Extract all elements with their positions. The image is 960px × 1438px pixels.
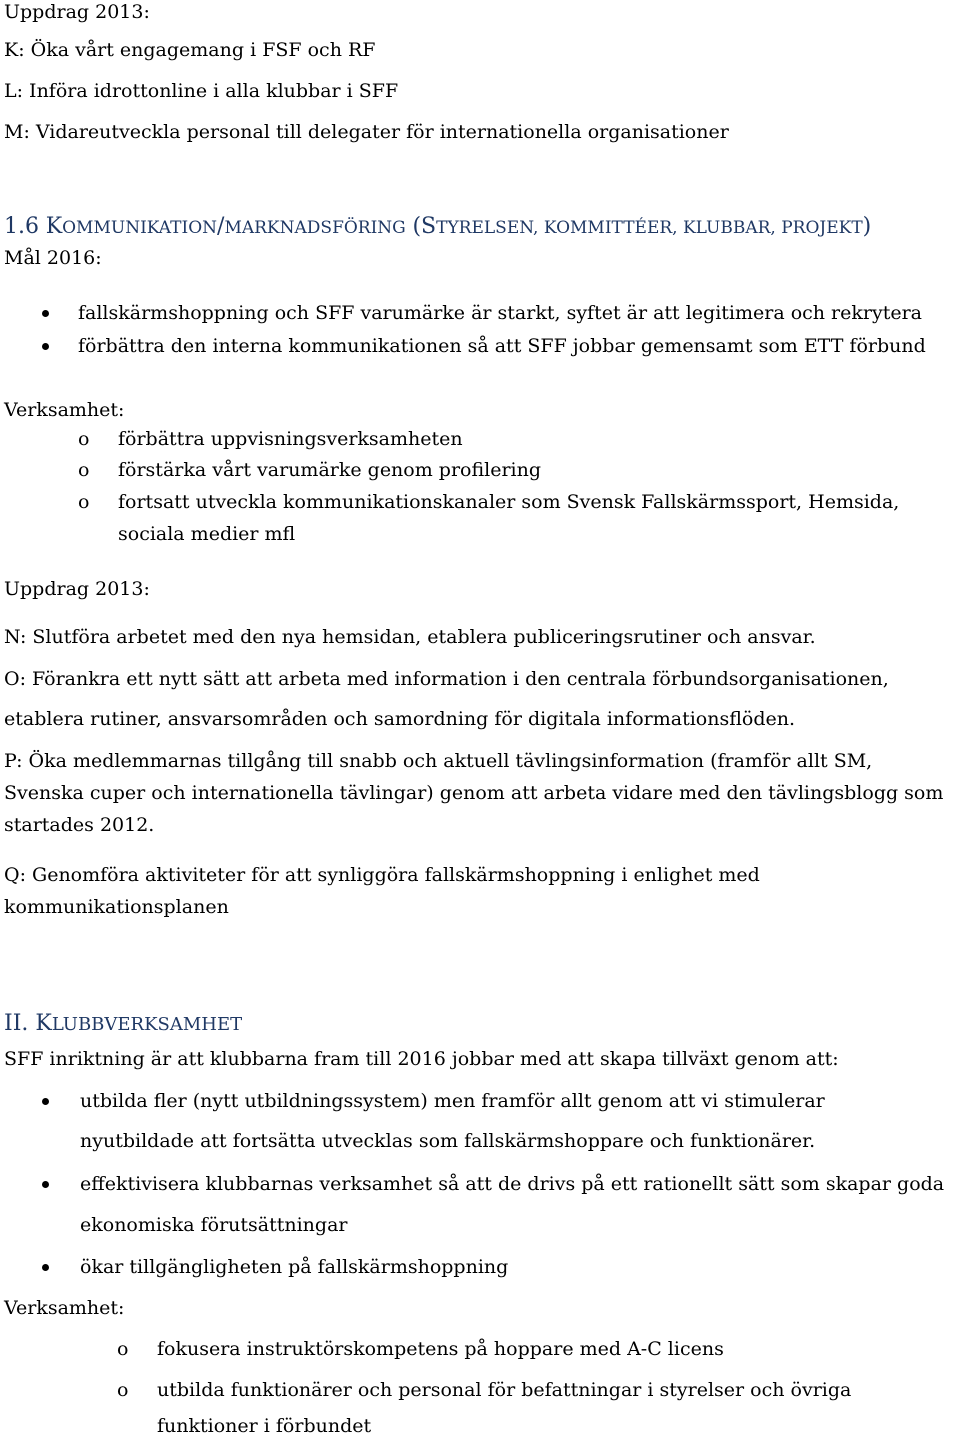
- goal-item: utbilda fler (nytt utbildningssystem) men framför allt genom att vi stimulerar: [80, 1090, 825, 1112]
- uppdrag-item-p-cont: Svenska cuper och internationella tävlingar) genom att arbeta vidare med den tävlingsblogg som: [4, 782, 944, 804]
- goal-item-continued: nyutbildade att fortsätta utvecklas som fallskärmshoppare och funktionärer.: [80, 1130, 816, 1152]
- activity-item: fokusera instruktörskompetens på hoppare med A-C licens: [157, 1338, 724, 1360]
- activity-label: Verksamhet:: [4, 1297, 125, 1319]
- goal-item: fallskärmshoppning och SFF varumärke är starkt, syftet är att legitimera och rekrytera: [78, 302, 923, 324]
- heading-slash: /: [217, 214, 225, 239]
- uppdrag-item-q: Q: Genomföra aktiviteter för att synliggöra fallskärmshoppning i enlighet med: [4, 864, 760, 886]
- goal-item-continued: ekonomiska förutsättningar: [80, 1214, 348, 1236]
- heading-part-2: MARKNADSFÖRING: [224, 218, 406, 238]
- heading-paren-close: ): [862, 214, 872, 239]
- uppdrag-item-l: L: Införa idrottonline i alla klubbar i SFF: [4, 80, 399, 102]
- uppdrag-item-m: M: Vidareutveckla personal till delegater för internationella organisationer: [4, 121, 729, 143]
- activity-label: Verksamhet:: [4, 399, 125, 421]
- heading-part-1: OMMUNIKATION: [62, 218, 218, 238]
- activity-item: fortsatt utveckla kommunikationskanaler som Svensk Fallskärmssport, Hemsida,: [118, 491, 900, 513]
- bullet-icon: [42, 1098, 49, 1105]
- activity-item-continued: funktioner i förbundet: [157, 1415, 372, 1437]
- circle-bullet-icon: o: [78, 459, 90, 481]
- bullet-icon: [42, 1181, 49, 1188]
- circle-bullet-icon: o: [117, 1379, 129, 1401]
- goal-item: förbättra den interna kommunikationen så att SFF jobbar gemensamt som ETT förbund: [78, 335, 926, 357]
- section-heading-klubbverksamhet: [4, 1012, 242, 1037]
- uppdrag-item-p-cont: startades 2012.: [4, 814, 155, 836]
- goal-label: Mål 2016:: [4, 247, 102, 269]
- section-heading-1-6: [4, 214, 871, 240]
- circle-bullet-icon: o: [117, 1338, 129, 1360]
- uppdrag-item-p: P: Öka medlemmarnas tillgång till snabb och aktuell tävlingsinformation (framför allt SM,: [4, 750, 873, 772]
- circle-bullet-icon: o: [78, 428, 90, 450]
- goal-item: effektivisera klubbarnas verksamhet så att de drivs på ett rationellt sätt som skapar goda: [80, 1173, 945, 1195]
- uppdrag-label-top: Uppdrag 2013:: [4, 1, 150, 23]
- circle-bullet-icon: o: [78, 491, 90, 513]
- uppdrag-item-q-cont: kommunikationsplanen: [4, 896, 229, 918]
- heading-roman: II. K: [4, 1011, 52, 1036]
- heading-paren-open: (S: [412, 214, 437, 239]
- activity-item: förstärka vårt varumärke genom profilering: [118, 459, 542, 481]
- goal-item: ökar tillgängligheten på fallskärmshoppning: [80, 1256, 509, 1278]
- activity-item: utbilda funktionärer och personal för befattningar i styrelser och övriga: [157, 1379, 852, 1401]
- activity-item: förbättra uppvisningsverksamheten: [118, 428, 463, 450]
- uppdrag-item-o-cont: etablera rutiner, ansvarsområden och samordning för digitala informationsflöden.: [4, 708, 795, 730]
- bullet-icon: [42, 343, 49, 350]
- heading-number: 1.6: [4, 214, 39, 239]
- heading-part-3: TYRELSEN, KOMMITTÉER, KLUBBAR, PROJEKT: [436, 218, 863, 238]
- bullet-icon: [42, 310, 49, 317]
- heading-initial-k: K: [45, 214, 63, 239]
- uppdrag-item-o: O: Förankra ett nytt sätt att arbeta med information i den centrala förbundsorganisationen,: [4, 668, 889, 690]
- heading-rest: LUBBVERKSAMHET: [51, 1014, 243, 1035]
- section-intro: SFF inriktning är att klubbarna fram till 2016 jobbar med att skapa tillväxt genom att:: [4, 1048, 839, 1070]
- uppdrag-item-k: K: Öka vårt engagemang i FSF och RF: [4, 39, 376, 61]
- bullet-icon: [42, 1264, 49, 1271]
- uppdrag-item-n: N: Slutföra arbetet med den nya hemsidan, etablera publiceringsrutiner och ansvar.: [4, 626, 816, 648]
- activity-item-continued: sociala medier mfl: [118, 523, 296, 545]
- uppdrag-label: Uppdrag 2013:: [4, 578, 150, 600]
